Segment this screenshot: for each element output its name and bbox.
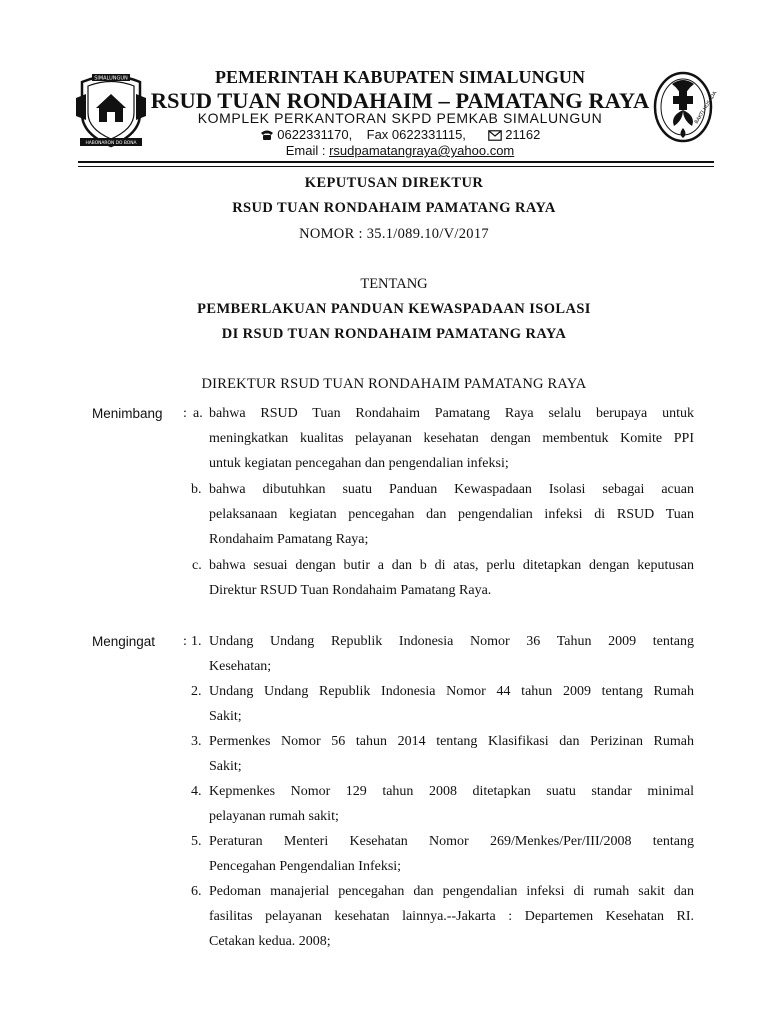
mengingat-item-6 bbox=[209, 879, 694, 954]
list-item-line: bahwa RSUD Tuan Rondahaim Pamatang Raya selalu berupaya untuk bbox=[209, 406, 694, 421]
mengingat-item-1 bbox=[209, 629, 694, 679]
menimbang-item-c bbox=[209, 553, 694, 603]
email-line bbox=[150, 143, 650, 158]
decree-number: NOMOR : 35.1/089.10/V/2017 bbox=[299, 226, 489, 242]
menimbang-label: Menimbang bbox=[92, 406, 163, 421]
mengingat-mark-4: 4. bbox=[191, 784, 202, 799]
svg-text:BAKTI HUSADA: BAKTI HUSADA bbox=[693, 90, 719, 126]
list-item-line: Undang Undang Republik Indonesia Nomor 44 tahun 2009 tentang Rumah bbox=[209, 684, 694, 699]
contact-line bbox=[150, 127, 650, 142]
list-item-line: bahwa sesuai dengan butir a dan b di atas, perlu ditetapkan dengan keputusan bbox=[209, 558, 694, 573]
mengingat-mark-6: 6. bbox=[191, 884, 202, 899]
list-item-line: Direktur RSUD Tuan Rondahaim Pamatang Raya. bbox=[209, 583, 492, 598]
menimbang-colon: : bbox=[183, 406, 187, 421]
svg-text:HABONARON DO BONA: HABONARON DO BONA bbox=[85, 141, 137, 146]
mengingat-mark-3: 3. bbox=[191, 734, 202, 749]
list-item-line: Pencegahan Pengendalian Infeksi; bbox=[209, 859, 402, 874]
list-item-line: Sakit; bbox=[209, 709, 242, 724]
mengingat-mark-5: 5. bbox=[191, 834, 202, 849]
bakti-husada-logo-icon bbox=[652, 70, 719, 144]
mengingat-mark-1: 1. bbox=[191, 634, 202, 649]
about-heading: TENTANG bbox=[360, 276, 428, 292]
list-item-line: Undang Undang Republik Indonesia Nomor 36 Tahun 2009 tentang bbox=[209, 634, 694, 649]
list-item-line: Kesehatan; bbox=[209, 659, 272, 674]
list-item-line: fasilitas pelayanan kesehatan lainnya.--Jakarta : Departemen Kesehatan RI. bbox=[209, 909, 694, 924]
director-heading: DIREKTUR RSUD TUAN RONDAHAIM PAMATANG RAYA bbox=[201, 376, 587, 392]
mengingat-item-5 bbox=[209, 829, 694, 879]
envelope-icon bbox=[488, 130, 502, 141]
mengingat-mark-2: 2. bbox=[191, 684, 202, 699]
telephone-icon bbox=[260, 129, 274, 141]
svg-text:SIMALUNGUN: SIMALUNGUN bbox=[94, 75, 128, 82]
list-item-line: Kepmenkes Nomor 129 tahun 2008 ditetapkan suatu standar minimal bbox=[209, 784, 694, 799]
list-item-line: pelaksanaan kegiatan pencegahan dan pengendalian infeksi di RSUD Tuan bbox=[209, 507, 694, 522]
decree-issuer: RSUD TUAN RONDAHAIM PAMATANG RAYA bbox=[232, 200, 556, 216]
list-item-line: Pedoman manajerial pencegahan dan pengendalian infeksi di rumah sakit dan bbox=[209, 884, 694, 899]
email-label: Email : bbox=[285, 143, 326, 158]
decree-title: KEPUTUSAN DIREKTUR bbox=[304, 175, 484, 191]
list-item-line: untuk kegiatan pencegahan dan pengendalian infeksi; bbox=[209, 456, 509, 471]
mengingat-colon: : bbox=[183, 634, 187, 649]
list-item-line: bahwa dibutuhkan suatu Panduan Kewaspadaan Isolasi sebagai acuan bbox=[209, 482, 694, 497]
decree-subject-line2: DI RSUD TUAN RONDAHAIM PAMATANG RAYA bbox=[221, 326, 567, 342]
phone-number: 0622331170, bbox=[277, 127, 353, 142]
header-rule-thin bbox=[78, 166, 714, 167]
government-name: PEMERINTAH KABUPATEN SIMALUNGUN bbox=[214, 67, 586, 87]
mengingat-item-2 bbox=[209, 679, 694, 729]
list-item-line: pelayanan rumah sakit; bbox=[209, 809, 339, 824]
mengingat-item-4 bbox=[209, 779, 694, 829]
list-item-line: Sakit; bbox=[209, 759, 242, 774]
menimbang-mark-c: c. bbox=[192, 558, 202, 573]
menimbang-mark-a: a. bbox=[193, 406, 203, 421]
list-item-line: Rondahaim Pamatang Raya; bbox=[209, 532, 369, 547]
menimbang-item-a bbox=[209, 401, 694, 476]
menimbang-item-b bbox=[209, 477, 694, 552]
simalungun-emblem-icon bbox=[74, 68, 148, 150]
decree-subject-line1: PEMBERLAKUAN PANDUAN KEWASPADAAN ISOLASI bbox=[197, 301, 591, 317]
hospital-name: RSUD TUAN RONDAHAIM – PAMATANG RAYA bbox=[150, 88, 650, 113]
menimbang-mark-b: b. bbox=[191, 482, 202, 497]
mengingat-item-3 bbox=[209, 729, 694, 779]
list-item-line: Peraturan Menteri Kesehatan Nomor 269/Menkes/Per/III/2008 tentang bbox=[209, 834, 694, 849]
list-item-line: Permenkes Nomor 56 tahun 2014 tentang Klasifikasi dan Perizinan Rumah bbox=[209, 734, 694, 749]
mengingat-label: Mengingat bbox=[92, 634, 156, 649]
office-address: KOMPLEK PERKANTORAN SKPD PEMKAB SIMALUNGUN bbox=[197, 110, 603, 126]
email-link[interactable]: rsudpamatangraya@yahoo.com bbox=[329, 143, 515, 158]
header-rule-thick bbox=[78, 161, 714, 163]
postal-code: 21162 bbox=[505, 127, 541, 142]
fax-number: Fax 0622331115, bbox=[366, 127, 466, 142]
list-item-line: meningkatkan kualitas pelayanan kesehatan dengan membentuk Komite PPI bbox=[209, 431, 694, 446]
list-item-line: Cetakan kedua. 2008; bbox=[209, 934, 331, 949]
